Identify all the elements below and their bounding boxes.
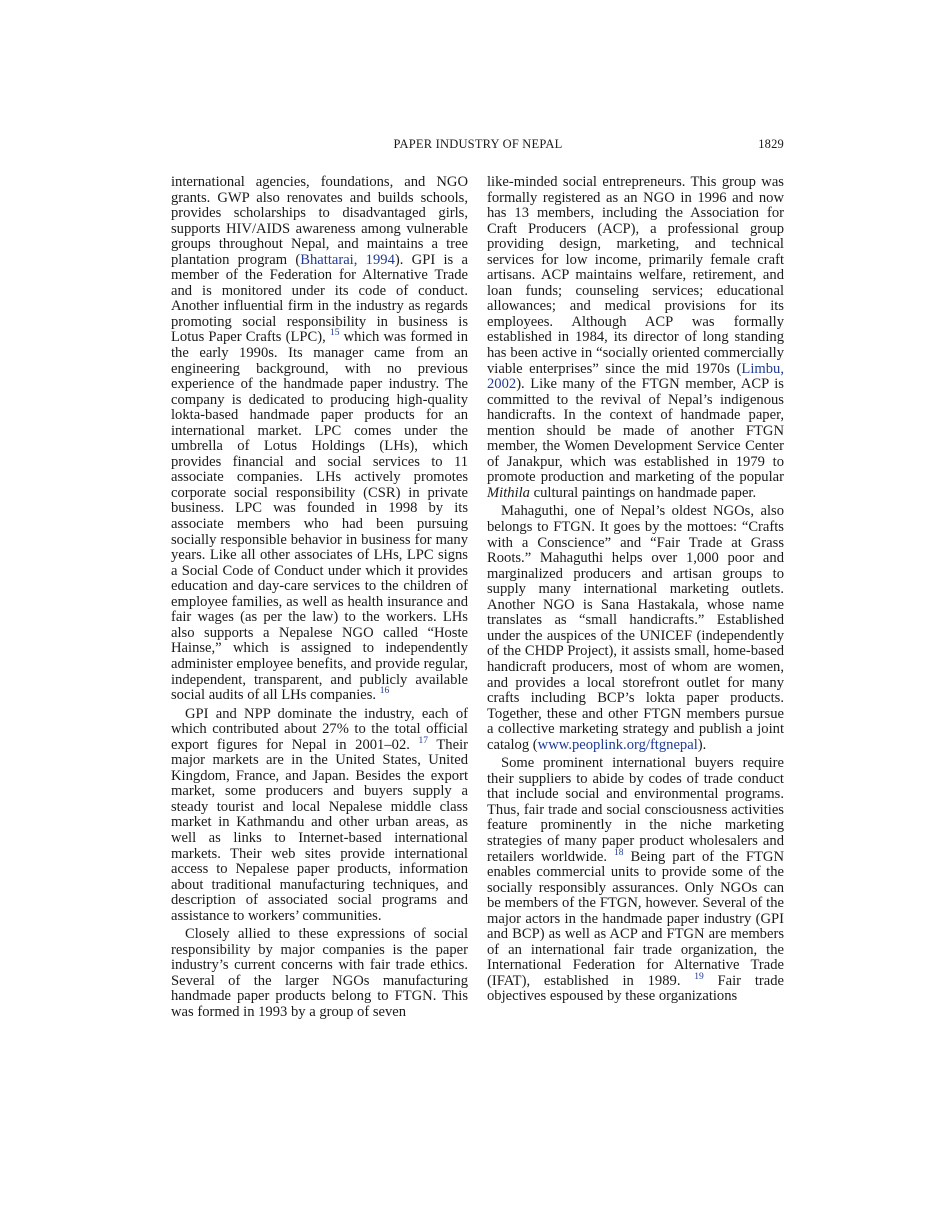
page-number: 1829 (758, 137, 784, 151)
emphasis-mithila: Mithila (487, 484, 530, 501)
left-column (171, 175, 468, 1021)
right-paragraph-2 (487, 504, 784, 753)
text-run: ). (697, 736, 707, 753)
footnote-ref-17[interactable]: 17 (418, 735, 429, 746)
text-run: Mahaguthi, one of Nepal’s oldest NGOs, also belongs to FTGN. It goes by the mottoes: “Crafts with a Conscience” and “Fair Trade at Grass Roots.” Mahaguthi helps over 1,000 poor and marginalized producers and artisan groups to supply many international marketing outlets. Another NGO is Sana Hastakala, whose name translates as “small handicrafts.” Established under the auspices of the UNICEF (independently of the CHDP Project), it assists small, home-based handicraft producers, most of whom are women, and provides a local storefront outlet for many crafts including BCP’s lokta paper products. Together, these and other FTGN members pursue a collective marketing strategy and publish a joint catalog ( (487, 503, 784, 753)
link-peoplink-ftgnepal[interactable]: www.peoplink.org/ftgnepal (537, 736, 698, 753)
left-paragraph-3 (171, 927, 468, 1020)
text-run: like-minded social entrepreneurs. This group was formally registered as an NGO in 1996 and now has 13 members, including the Association for Craft Producers (ACP), a professional group providing design, marketing, and technical services for low income, primarily female craft artisans. ACP maintains welfare, retirement, and loan funds; counseling services; educational allowances; and medical provisions for its employees. Although ACP was formally established in 1984, its director of long standing has been active in “socially oriented commercially viable enterprises” since the mid 1970s ( (487, 174, 784, 377)
text-run: Being part of the FTGN enables commercial units to provide some of the socially responsibly assurances. Only NGOs can be members of the FTGN, however. Several of the major actors in the handmade paper industry (GPI and BCP) as well as ACP and FTGN are members of an international fair trade organization, the International Federation for Alternative Trade (IFAT), established in 1989. (487, 848, 784, 989)
citation-limbu-2002[interactable]: Limbu, 2002 (487, 360, 784, 393)
running-title: PAPER INDUSTRY OF NEPAL (393, 137, 563, 151)
right-paragraph-1 (487, 175, 784, 501)
text-run: GPI and NPP dominate the industry, each of which contributed about 27% to the total official export figures for Nepal in 2001–02. (171, 705, 468, 753)
citation-bhattarai-1994[interactable]: Bhattarai, 1994 (300, 251, 395, 268)
right-paragraph-3 (487, 756, 784, 1005)
text-run: which was formed in the early 1990s. Its manager came from an engineering background, with no previous experience of the handmade paper industry. The company is dedicated to producing high-quality lokta-based handmade paper products for an international market. LPC comes under the umbrella of Lotus Holdings (LHs), which provides financial and social services to 11 associate companies. LHs actively promotes corporate social responsibility (CSR) in private business. LPC was founded in 1998 by its associate members who had been pursuing socially responsible behavior in business for many years. Like all other associates of LHs, LPC signs a Social Code of Conduct under which it provides education and day-care services to the children of employee families, as well as health insurance and fair wages (as per the law) to the workers. LHs also supports a Nepalese NGO called “Hoste Hainse,” which is assigned to independently administer employee benefits, and provide regular, independent, transparent, and publicly available social audits of all LHs companies. (171, 329, 468, 704)
text-run: ). Like many of the FTGN member, ACP is committed to the revival of Nepal’s indigenous handicrafts. In the context of handmade paper, mention should be made of another FTGN member, the Women Development Service Center of Janakpur, which was established in 1979 to promote production and marketing of the popular (487, 376, 784, 486)
text-run: Their major markets are in the United States, United Kingdom, France, and Japan. Besides the export market, some producers and buyers supply a steady tourist and local Nepalese middle class market in Kathmandu and other urban areas, as well as links to Internet-based international markets. Their web sites provide international access to Nepalese paper products, information about traditional manufacturing techniques, and description of associated social programs and assistance to workers’ communities. (171, 736, 468, 924)
footnote-ref-15[interactable]: 15 (329, 328, 340, 339)
right-column (487, 175, 784, 1005)
text-run: ). GPI is a member of the Federation for Alternative Trade and is monitored under its code of conduct. Another influential firm in the industry as regards promoting social responsibility in business is Lotus Paper Crafts (LPC), (171, 251, 468, 346)
footnote-ref-19[interactable]: 19 (694, 971, 704, 982)
footnote-ref-18[interactable]: 18 (614, 847, 624, 858)
text-run: Fair trade objectives espoused by these organizations (487, 972, 784, 1005)
footnote-ref-16[interactable]: 16 (379, 686, 390, 697)
left-paragraph-2 (171, 707, 468, 925)
running-header (172, 137, 784, 155)
text-run: Closely allied to these expressions of social responsibility by major companies is the paper industry’s current concerns with fair trade ethics. Several of the larger NGOs manufacturing handmade paper products belong to FTGN. This was formed in 1993 by a group of seven (171, 926, 468, 1020)
text-run: Some prominent international buyers require their suppliers to abide by codes of trade conduct that include social and environmental programs. Thus, fair trade and social consciousness activities feature prominently in the niche marketing strategies of many paper product wholesalers and retailers worldwide. (487, 755, 784, 865)
text-run: cultural paintings on handmade paper. (529, 484, 757, 501)
left-paragraph-1 (171, 175, 468, 704)
text-run: international agencies, foundations, and NGO grants. GWP also renovates and builds schools, provides scholarships to disadvantaged girls, supports HIV/AIDS awareness among vulnerable groups throughout Nepal, and maintains a tree plantation program ( (171, 174, 468, 268)
